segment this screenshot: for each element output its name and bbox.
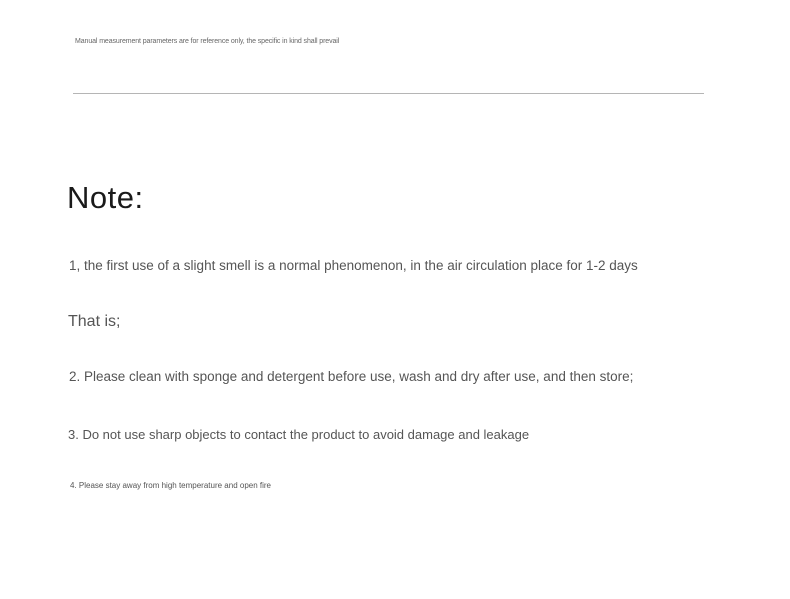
- section-divider: [73, 93, 704, 94]
- note-item-1: 1, the first use of a slight smell is a normal phenomenon, in the air circulation place for 1-2 days: [69, 258, 638, 273]
- note-item-4: 4. Please stay away from high temperature and open fire: [70, 481, 271, 490]
- note-item-3: 3. Do not use sharp objects to contact the product to avoid damage and leakage: [68, 427, 530, 442]
- note-that-is: That is;: [68, 313, 121, 330]
- note-item-2: 2. Please clean with sponge and detergent before use, wash and dry after use, and then store;: [69, 369, 634, 384]
- disclaimer-text: Manual measurement parameters are for reference only, the specific in kind shall prevail: [75, 38, 340, 45]
- note-title: Note:: [67, 180, 144, 215]
